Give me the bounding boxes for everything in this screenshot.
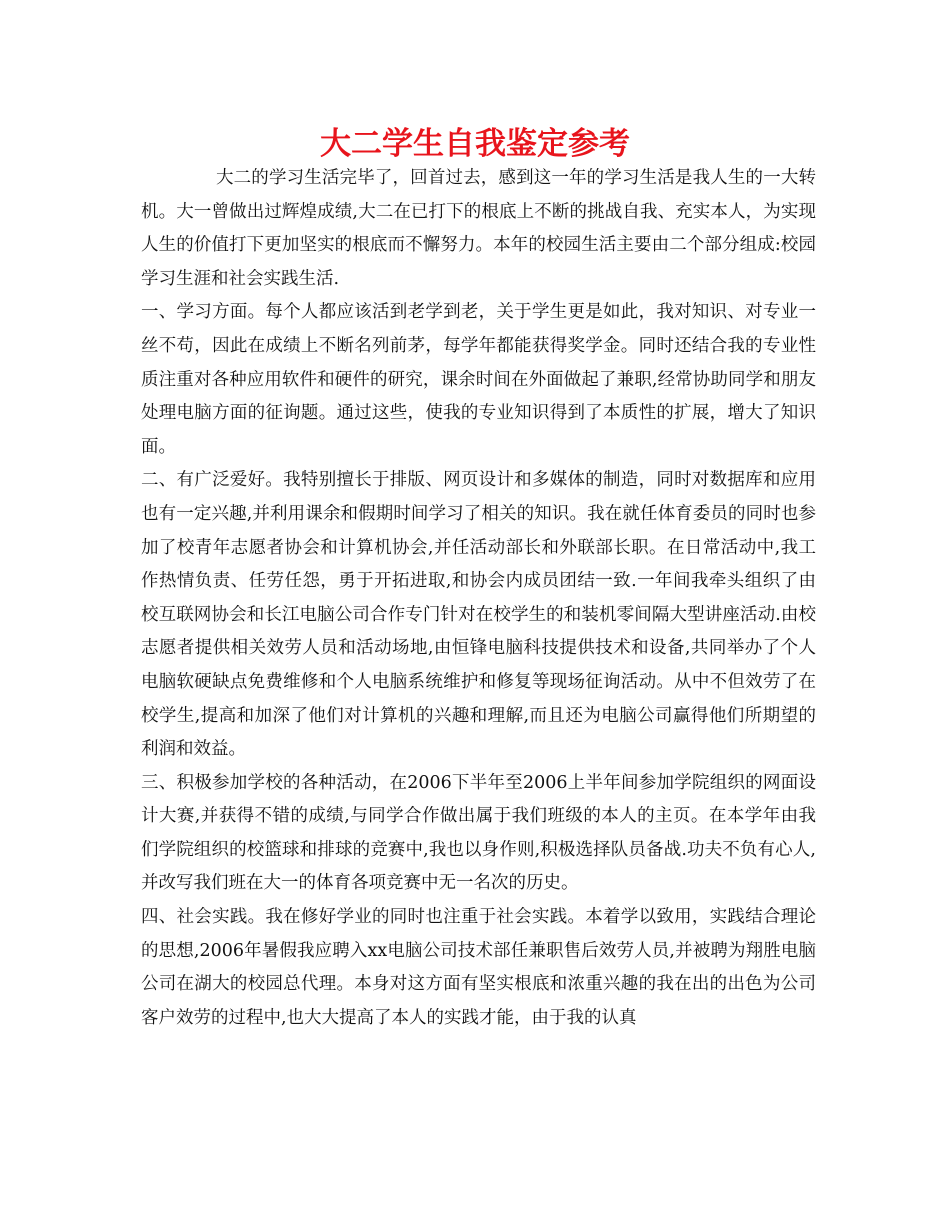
intro-paragraph: 大二的学习生活完毕了，回首过去，感到这一年的学习生活是我人生的一大转机。大一曾做出过辉煌成绩,大二在已打下的根底上不断的挑战自我、充实本人，为实现人生的价值打下更加坚实的根底而不懈努力。本年的校园生活主要由二个部分组成:校园学习生涯和社会实践生活.: [141, 168, 816, 289]
practice-section-paragraph: 四、社会实践。我在修好学业的同时也注重于社会实践。本着学以致用，实践结合理论的思想,2006年暑假我应聘入xx电脑公司技术部任兼职售后效劳人员,并被聘为翔胜电脑公司在湖大的校园总代理。本身对这方面有坚实根底和浓重兴趣的我在出的出色为公司客户效劳的过程中,也大大提高了本人的实践才能，由于我的认真: [141, 907, 816, 1028]
document-body: [141, 162, 816, 1035]
activities-section-paragraph: 三、积极参加学校的各种活动，在2006下半年至2006上半年间参加学院组织的网面设计大赛,并获得不错的成绩,与同学合作做出属于我们班级的本人的主页。在本学年由我们学院组织的校篮球和排球的竞赛中,我也以身作则,积极选择队员备战.功夫不负有心人,并改写我们班在大一的体育各项竞赛中无一名次的历史。: [141, 772, 816, 894]
study-section-paragraph: 一、学习方面。每个人都应该活到老学到老，关于学生更是如此，我对知识、对专业一丝不苟，因此在成绩上不断名列前茅，每学年都能获得奖学金。同时还结合我的专业性质注重对各种应用软件和硬件的研究，课余时间在外面做起了兼职,经常协助同学和朋友处理电脑方面的征询题。通过这些，使我的专业知识得到了本质性的扩展，增大了知识面。: [141, 302, 816, 457]
hobbies-section-paragraph: 二、有广泛爱好。我特别擅长于排版、网页设计和多媒体的制造，同时对数据库和应用也有一定兴趣,并利用课余和假期时间学习了相关的知识。我在就任体育委员的同时也参加了校青年志愿者协会和计算机协会,并任活动部长和外联部长职。在日常活动中,我工作热情负责、任劳任怨，勇于开拓进取,和协会内成员团结一致.一年间我牵头组织了由校互联网协会和长江电脑公司合作专门针对在校学生的和装机零间隔大型讲座活动.由校志愿者提供相关效劳人员和活动场地,由恒锋电脑科技提供技术和设备,共同举办了个人电脑软硬缺点免费维修和个人电脑系统维护和修复等现场征询活动。从中不但效劳了在校学生,提高和加深了他们对计算机的兴趣和理解,而且还为电脑公司赢得他们所期望的利润和效益。: [141, 470, 816, 760]
document-title: 大二学生自我鉴定参考: [320, 126, 630, 162]
